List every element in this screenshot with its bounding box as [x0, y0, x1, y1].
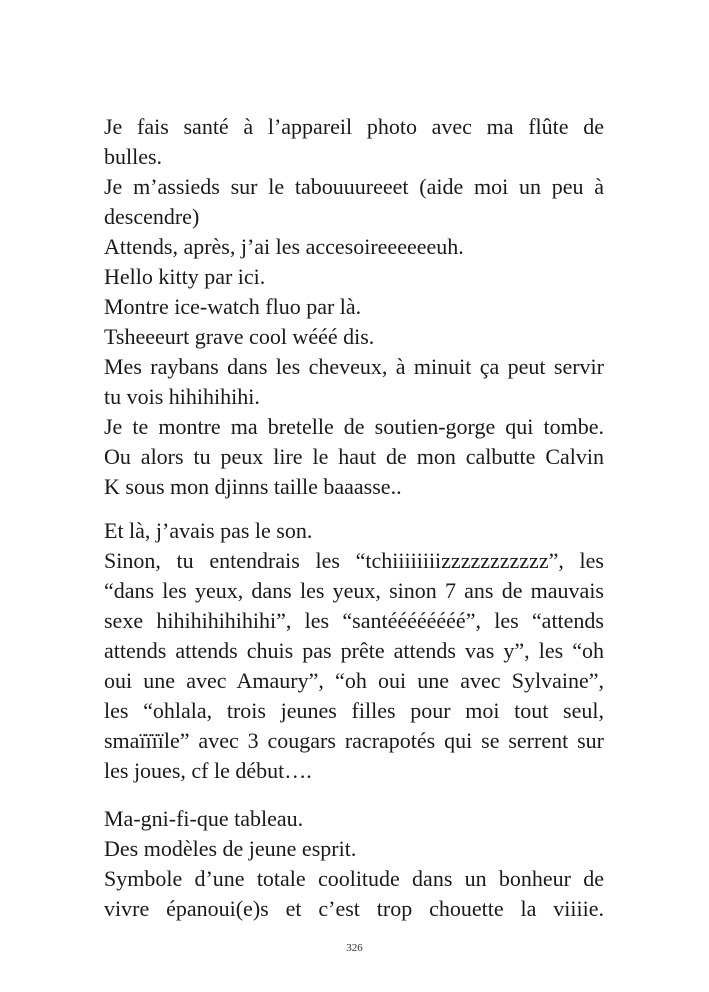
paragraph-3 [104, 804, 604, 924]
text-line: Des modèles de jeune esprit. [104, 836, 357, 861]
text-line: K sous mon djinns taille baaasse.. [104, 474, 402, 499]
text-line: Tsheeeurt grave cool wééé dis. [104, 324, 375, 349]
text-line: tu vois hihihihihi. [104, 384, 260, 409]
paragraph-2 [104, 516, 604, 786]
text-line: Ma-gni-fi-que tableau. [104, 806, 304, 831]
text-line: “dans les yeux, dans les yeux, sinon 7 ans de mauvais [104, 578, 604, 603]
text-line: Montre ice-watch fluo par là. [104, 294, 362, 319]
text-line: vivre épanoui(e)s et c’est trop chouette la viiiie. [104, 896, 604, 921]
text-line: les “ohlala, trois jeunes filles pour moi tout seul, [104, 698, 604, 723]
text-line: smaïïïïle” avec 3 cougars racrapotés qui se serrent sur [104, 728, 604, 753]
text-line: attends attends chuis pas prête attends vas y”, les “oh [104, 638, 604, 663]
text-line: oui une avec Amaury”, “oh oui une avec Sylvaine”, [104, 668, 604, 693]
text-line: descendre) [104, 204, 200, 229]
text-line: bulles. [104, 144, 163, 169]
text-line: Et là, j’avais pas le son. [104, 518, 313, 543]
text-line: Attends, après, j’ai les accesoireeeeeeuh. [104, 234, 464, 259]
text-line: Symbole d’une totale coolitude dans un bonheur de [104, 866, 604, 891]
paragraph-1 [104, 112, 604, 502]
text-line: Sinon, tu entendrais les “tchiiiiiiiizzzzzzzzzzz”, les [104, 548, 604, 573]
text-line: Mes raybans dans les cheveux, à minuit ça peut servir [104, 354, 604, 379]
text-line: Hello kitty par ici. [104, 264, 266, 289]
text-line: Ou alors tu peux lire le haut de mon calbutte Calvin [104, 444, 604, 469]
text-line: Je te montre ma bretelle de soutien-gorge qui tombe. [104, 414, 604, 439]
page-number: 326 [346, 942, 363, 954]
text-line: les joues, cf le début…. [104, 758, 312, 783]
text-line: Je fais santé à l’appareil photo avec ma flûte de [104, 114, 604, 139]
text-line: Je m’assieds sur le tabouuureeet (aide moi un peu à [104, 174, 604, 199]
text-line: sexe hihihihihihihi”, les “santéééééééé”, les “attends [104, 608, 604, 633]
